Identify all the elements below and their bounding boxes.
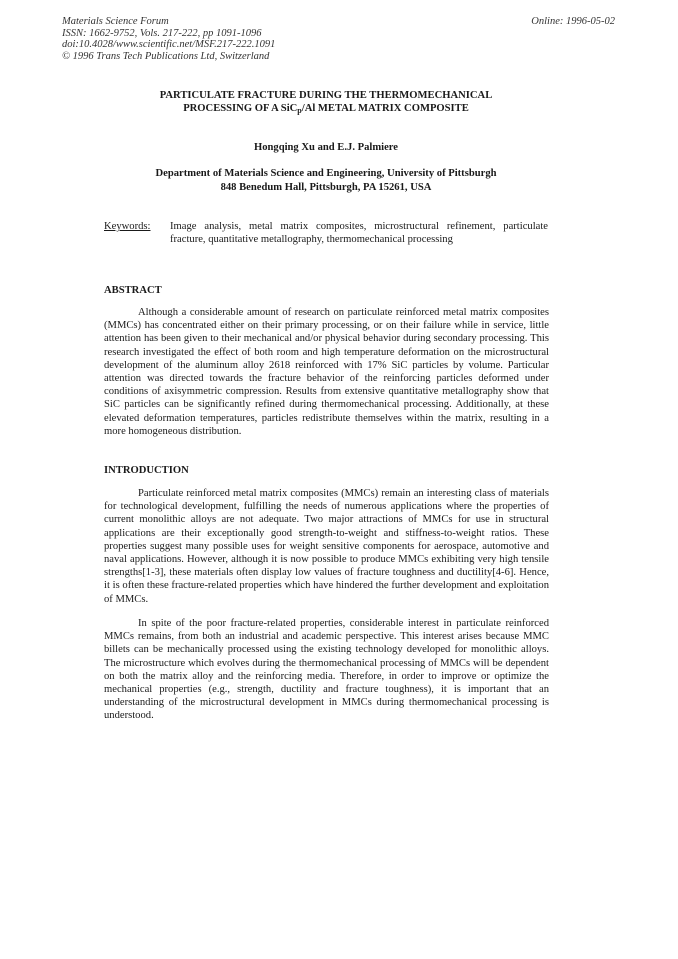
introduction-paragraph-1: Particulate reinforced metal matrix composites (MMCs) remain an interesting class of materials for technological development, fulfilling the needs of numerous applications where the properties of current monolithic alloys are not adequate. Two major attractions of MMCs for use in structural applications are their exceptionally good strength-to-weight and stiffness-to-weight ratios. These properties suggest many possible uses for weight sensitive components for aerospace, automotive and naval applications. However, although it is now possible to produce MMCs exhibiting very high tensile strengths[1-3], these materials often display low values of fracture toughness and ductility[4-6]. Hence, it is often these fracture-related properties which have hindered the further development and exploitation of MMCs.: [104, 488, 549, 605]
paper-title: [104, 89, 548, 117]
online-date: Online: 1996-05-02: [531, 16, 615, 27]
abstract-heading: ABSTRACT: [104, 285, 162, 296]
keywords-label: Keywords:: [104, 221, 151, 232]
affiliation-line-2: 848 Benedum Hall, Pittsburgh, PA 15261, USA: [220, 181, 432, 193]
issn-line: ISSN: 1662-9752, Vols. 217-222, pp 1091-1096: [62, 27, 262, 39]
introduction-paragraph-2: In spite of the poor fracture-related properties, considerable interest in particulate reinforced MMCs remains, from both an industrial and academic perspective. This interest arises because MMC billets can be mechanically processed using the existing technology developed for monolithic alloys. The microstructure which evolves during the thermomechanical processing of MMCs will be dependent on both the matrix alloy and the reinforcing media. Therefore, in order to improve or optimize the mechanical properties (e.g., strength, ductility and fracture toughness), it is important that an understanding of the microstructural development in MMCs during thermomechanical processing is understood.: [104, 618, 549, 722]
title-line-1: PARTICULATE FRACTURE DURING THE THERMOMECHANICAL: [159, 90, 493, 101]
title-line-2-pre: PROCESSING OF A SiC: [183, 103, 298, 114]
publication-header: [62, 16, 275, 62]
title-subscript: p: [297, 106, 302, 115]
keywords-block: [104, 220, 548, 246]
title-line-2: [104, 102, 548, 117]
introduction-heading: INTRODUCTION: [104, 465, 189, 476]
title-line-2-post: /Al METAL MATRIX COMPOSITE: [301, 103, 469, 114]
affiliation: [104, 167, 548, 194]
copyright-line: © 1996 Trans Tech Publications Ltd, Switzerland: [62, 50, 270, 62]
abstract-text: Although a considerable amount of research on particulate reinforced metal matrix composites (MMCs) has concentrated either on their primary processing, or on their failure while in service, little attention has been given to their mechanical and/or physical behavior during secondary processing. This research investigated the effect of both room and high temperature deformation on the microstructural development of the aluminum alloy 2618 reinforced with 17% SiC particles by volume. Particular attention was directed towards the fracture behavior of the reinforcing particles deformed under conditions of axisymmetric compression. Results from extensive quantitative metallography show that SiC particles can be significantly refined during thermomechanical processing. Additionally, at these elevated deformation temperatures, particles redistribute themselves within the matrix, resulting in a more homogeneous distribution.: [104, 307, 549, 437]
affiliation-line-1: Department of Materials Science and Engineering, University of Pittsburgh: [155, 168, 497, 179]
authors: Hongqing Xu and E.J. Palmiere: [253, 142, 399, 153]
journal-name: Materials Science Forum: [62, 16, 169, 27]
doi-line: doi:10.4028/www.scientific.net/MSF.217-222.1091: [62, 39, 276, 51]
keywords-text: Image analysis, metal matrix composites, microstructural refinement, particulate fracture, quantitative metallography, thermomechanical processing: [170, 221, 548, 246]
